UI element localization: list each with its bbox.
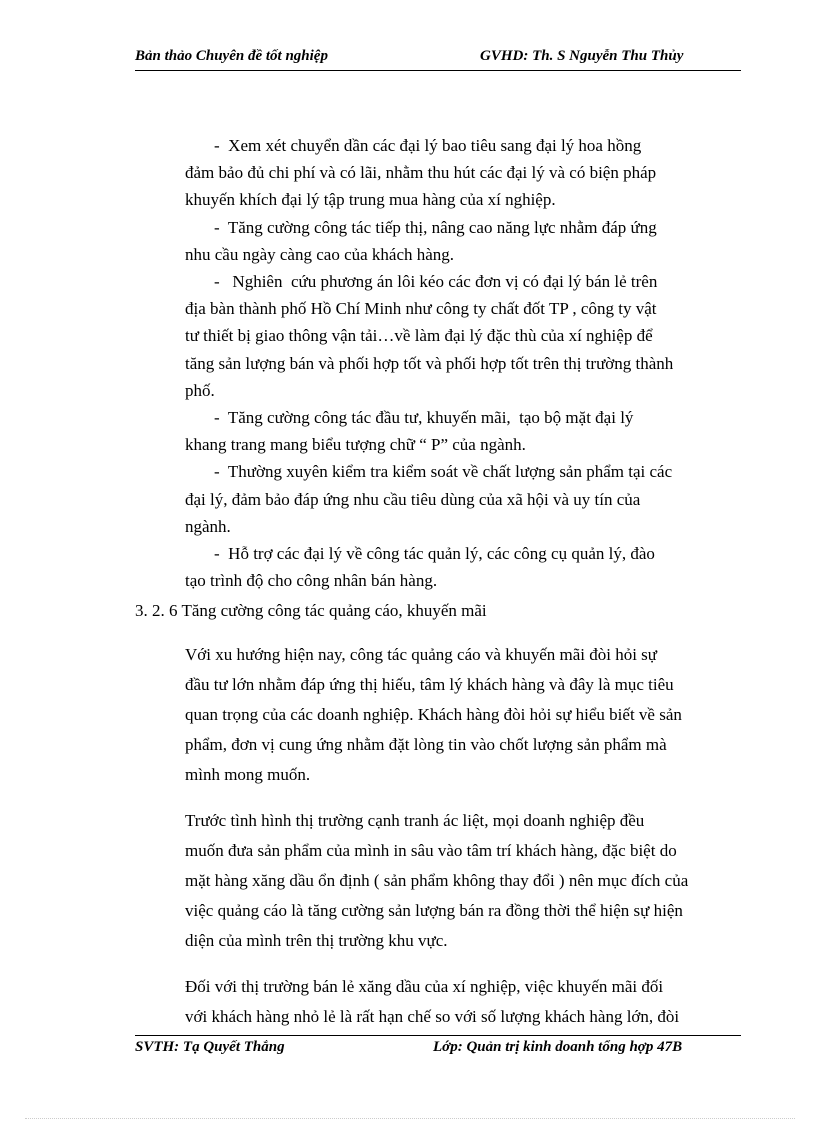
bullet-item [135,214,740,268]
page-bottom-border [25,1118,795,1119]
header-left-text: Bản thảo Chuyên đề tốt nghiệp [135,48,328,64]
text-line: nhu cầu ngày càng cao của khách hàng. [185,244,455,264]
text-line: Trước tình hình thị trường cạnh tranh ác liệt, mọi doanh nghiệp đều [185,811,645,831]
bullet-item [135,132,740,214]
text-line: khuyến khích đại lý tập trung mua hàng của xí nghiệp. [185,190,556,210]
bullet-item [135,540,740,594]
text-line: diện của mình trên thị trường khu vực. [185,931,448,951]
text-line: tạo trình độ cho công nhân bán hàng. [185,571,438,591]
text-line: - Nghiên cứu phương án lôi kéo các đơn vị có đại lý bán lẻ trên [214,272,658,292]
section-heading: 3. 2. 6 Tăng cường công tác quảng cáo, khuyến mãi [135,601,487,621]
page-footer [135,1035,741,1061]
text-line: khang trang mang biểu tượng chữ “ P” của ngành. [185,435,526,455]
text-line: - Hỗ trợ các đại lý về công tác quản lý, các công cụ quản lý, đào [214,544,655,564]
body-paragraph [135,972,740,1032]
text-line: phố. [185,380,215,400]
footer-left-text: SVTH: Tạ Quyết Thắng [135,1039,285,1055]
text-line: phẩm, đơn vị cung ứng nhằm đặt lòng tin vào chốt lượng sản phẩm mà [185,735,667,755]
body-paragraph [135,806,740,956]
footer-right-text: Lớp: Quản trị kinh doanh tổng hợp 47B [433,1039,683,1055]
text-line: đảm bảo đủ chi phí và có lãi, nhằm thu hút các đại lý và có biện pháp [185,163,657,183]
bullet-item [135,268,740,404]
text-line: tư thiết bị giao thông vận tải…về làm đại lý đặc thù của xí nghiệp để [185,326,653,346]
text-line: đại lý, đảm bảo đáp ứng nhu cầu tiêu dùng của xã hội và uy tín của [185,489,641,509]
header-right-text: GVHD: Th. S Nguyễn Thu Thủy [480,48,684,64]
text-line: - Tăng cường công tác tiếp thị, nâng cao năng lực nhằm đáp ứng [214,217,657,237]
text-line: tăng sản lượng bán và phối hợp tốt và phối hợp tốt trên thị trường thành [185,353,674,373]
text-line: mặt hàng xăng dầu ổn định ( sản phẩm không thay đổi ) nên mục đích của [185,871,689,891]
text-line: Đối với thị trường bán lẻ xăng dầu của xí nghiệp, việc khuyến mãi đối [185,977,664,997]
body-paragraph [135,640,740,790]
text-line: địa bàn thành phố Hồ Chí Minh như công ty chất đốt TP , công ty vật [185,299,657,319]
text-line: - Tăng cường công tác đầu tư, khuyến mãi, tạo bộ mặt đại lý [214,408,634,428]
text-line: mình mong muốn. [185,765,311,785]
text-line: - Xem xét chuyển dần các đại lý bao tiêu sang đại lý hoa hồng [214,136,642,155]
text-line: đầu tư lớn nhằm đáp ứng thị hiếu, tâm lý khách hàng và đây là mục tiêu [185,675,674,695]
bullet-item [135,458,740,540]
text-line: Với xu hướng hiện nay, công tác quảng cáo và khuyến mãi đòi hỏi sự [185,645,658,665]
bullet-list [135,132,740,594]
text-line: với khách hàng nhỏ lẻ là rất hạn chế so với số lượng khách hàng lớn, đòi [185,1007,680,1027]
text-line: muốn đưa sản phẩm của mình in sâu vào tâm trí khách hàng, đặc biệt do [185,841,677,861]
bullet-item [135,404,740,458]
text-line: - Thường xuyên kiểm tra kiểm soát về chất lượng sản phẩm tại các [214,462,673,482]
text-line: quan trọng của các doanh nghiệp. Khách hàng đòi hỏi sự hiểu biết về sản [185,705,682,725]
page-content [135,132,740,1032]
text-line: ngành. [185,516,231,536]
text-line: việc quảng cáo là tăng cường sản lượng bán ra đồng thời thể hiện sự hiện [185,901,683,921]
page-header [135,48,741,71]
paragraph-list [135,640,740,1032]
